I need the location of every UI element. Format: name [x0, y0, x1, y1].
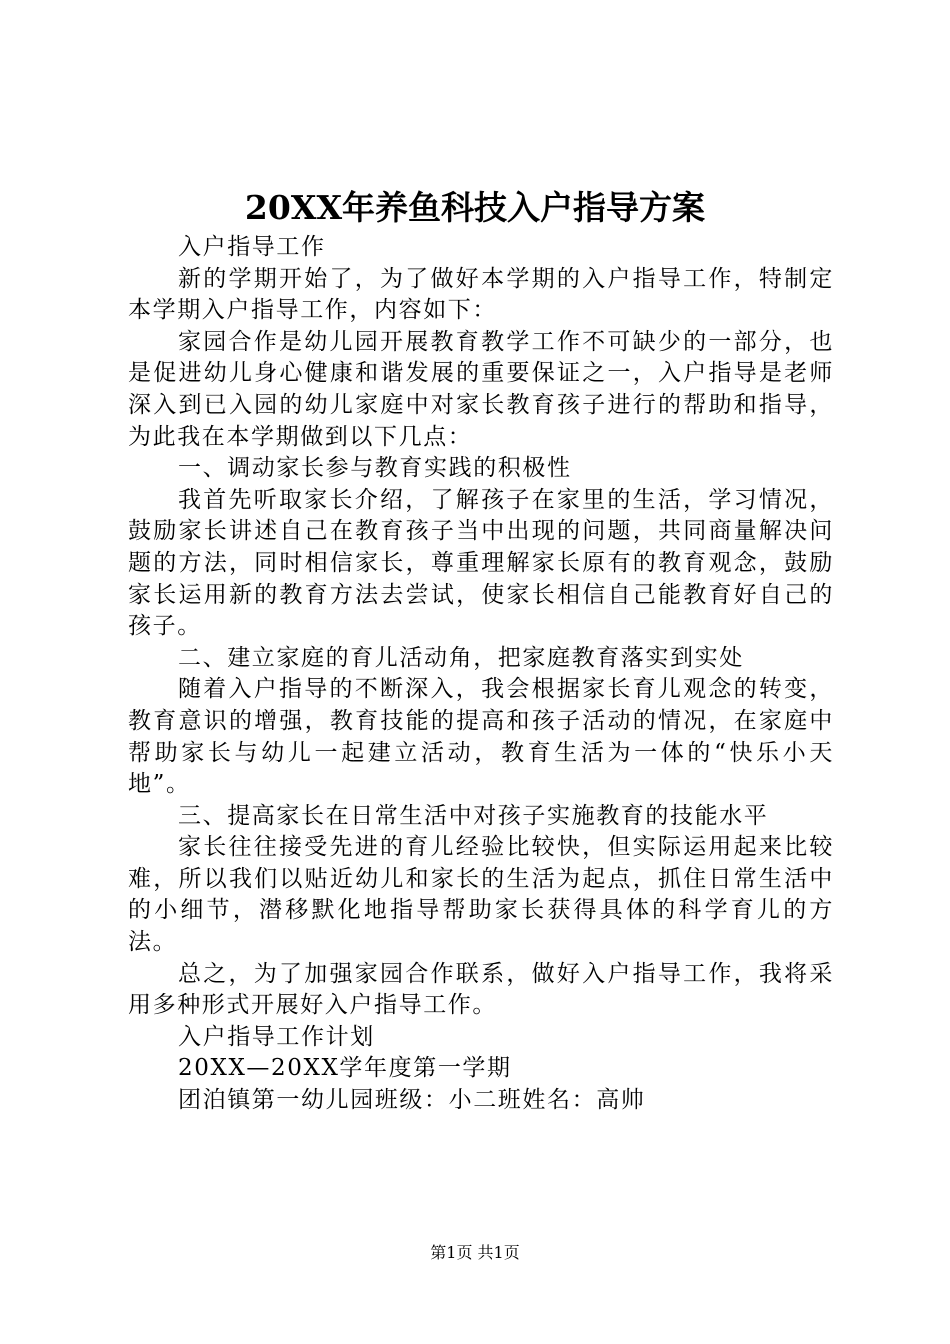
paragraph: 入户指导工作 — [178, 234, 326, 260]
paragraph: 家园合作是幼儿园开展教育教学工作不可缺少的一部分，也是促进幼儿身心健康和谐发展的重要保证之一，入户指导是老师深入到已入园的幼儿家庭中对家长教育孩子进行的帮助和指导，为此我在本学期做到以下几点： — [128, 328, 834, 450]
school-year-line: 20XX—20XX学年度第一学期 — [178, 1055, 512, 1082]
section-heading: 三、提高家长在日常生活中对孩子实施教育的技能水平 — [178, 802, 769, 829]
document-body — [128, 232, 834, 1117]
document-title: 20XX年养鱼科技入户指导方案 — [244, 188, 706, 227]
paragraph: 总之，为了加强家园合作联系，做好入户指导工作，我将采用多种形式开展好入户指导工作。 — [128, 960, 834, 1019]
section-heading: 一、调动家长参与教育实践的积极性 — [178, 455, 572, 482]
section-heading: 二、建立家庭的育儿活动角，把家庭教育落实到实处 — [178, 644, 744, 671]
author-line: 团泊镇第一幼儿园班级：小二班姓名：高帅 — [178, 1087, 646, 1114]
paragraph: 家长往往接受先进的育儿经验比较快，但实际运用起来比较难，所以我们以贴近幼儿和家长的生活为起点，抓住日常生活中的小细节，潜移默化地指导帮助家长获得具体的科学育儿的方法。 — [128, 834, 834, 956]
paragraph: 新的学期开始了，为了做好本学期的入户指导工作，特制定本学期入户指导工作，内容如下： — [128, 265, 834, 324]
plan-heading: 入户指导工作计划 — [178, 1023, 375, 1050]
paragraph: 我首先听取家长介绍，了解孩子在家里的生活，学习情况，鼓励家长讲述自己在教育孩子当中出现的问题，共同商量解决问题的方法，同时相信家长，尊重理解家长原有的教育观念，鼓励家长运用新的教育方法去尝试，使家长相信自己能教育好自己的孩子。 — [128, 486, 834, 640]
paragraph: 随着入户指导的不断深入，我会根据家长育儿观念的转变，教育意识的增强，教育技能的提高和孩子活动的情况，在家庭中帮助家长与幼儿一起建立活动，教育生活为一体的“快乐小天地”。 — [128, 676, 834, 798]
page-footer: 第1页 共1页 — [430, 1243, 520, 1262]
